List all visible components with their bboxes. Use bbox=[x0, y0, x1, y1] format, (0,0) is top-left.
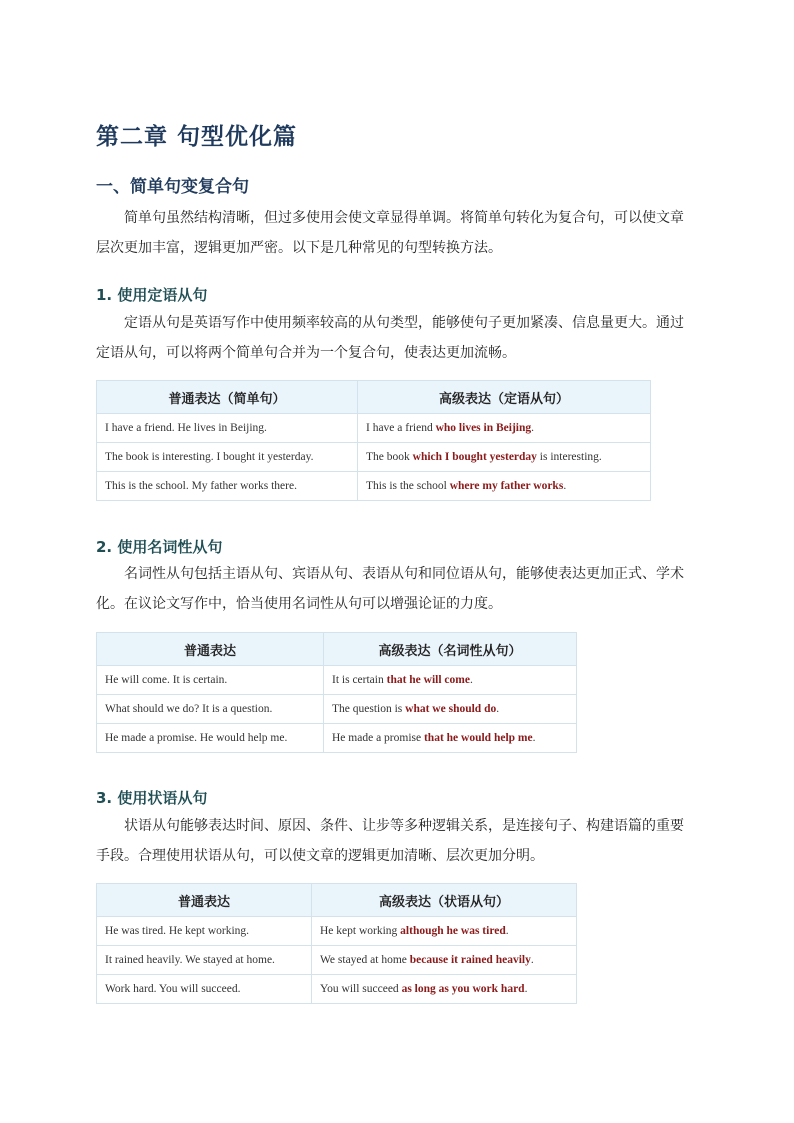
comparison-table-adverbial bbox=[96, 883, 577, 1004]
plain-expression: This is the school. My father works there. bbox=[97, 472, 358, 501]
table-header: 普通表达 bbox=[97, 633, 324, 666]
highlighted-clause: as long as you work hard bbox=[401, 983, 525, 995]
table-row bbox=[97, 666, 577, 695]
advanced-expression: I have a friend who lives in Beijing. bbox=[358, 414, 651, 443]
plain-expression: He will come. It is certain. bbox=[97, 666, 324, 695]
advanced-expression: The book which I bought yesterday is interesting. bbox=[358, 443, 651, 472]
subsection-heading-attributive: 1. 使用定语从句 bbox=[96, 286, 208, 304]
table-header: 高级表达（状语从句） bbox=[312, 884, 577, 917]
table-header: 普通表达（简单句） bbox=[97, 381, 358, 414]
table-row bbox=[97, 695, 577, 724]
table-row bbox=[97, 724, 577, 753]
section-title: 一、简单句变复合句 bbox=[96, 177, 249, 197]
plain-expression: I have a friend. He lives in Beijing. bbox=[97, 414, 358, 443]
plain-expression: What should we do? It is a question. bbox=[97, 695, 324, 724]
subsection-paragraph-attributive: 定语从句是英语写作中使用频率较高的从句类型，能够使句子更加紧凑、信息量更大。通过定语从句，可以将两个简单句合并为一个复合句，使表达更加流畅。 bbox=[96, 315, 684, 361]
table-row bbox=[97, 414, 651, 443]
subsection-heading-nominal: 2. 使用名词性从句 bbox=[96, 538, 223, 556]
highlighted-clause: that he would help me bbox=[423, 732, 533, 744]
table-row bbox=[97, 917, 577, 946]
plain-expression: It rained heavily. We stayed at home. bbox=[97, 946, 312, 975]
chapter-title: 第二章 句型优化篇 bbox=[96, 124, 298, 150]
table-row bbox=[97, 443, 651, 472]
table-header: 高级表达（名词性从句） bbox=[324, 633, 577, 666]
advanced-expression: We stayed at home because it rained heavily. bbox=[312, 946, 577, 975]
highlighted-clause: that he will come bbox=[386, 674, 470, 686]
advanced-expression: You will succeed as long as you work hard. bbox=[312, 975, 577, 1004]
plain-expression: Work hard. You will succeed. bbox=[97, 975, 312, 1004]
table-header: 普通表达 bbox=[97, 884, 312, 917]
highlighted-clause: although he was tired bbox=[400, 925, 506, 937]
table-row bbox=[97, 946, 577, 975]
subsection-paragraph-adverbial: 状语从句能够表达时间、原因、条件、让步等多种逻辑关系，是连接句子、构建语篇的重要手段。合理使用状语从句，可以使文章的逻辑更加清晰、层次更加分明。 bbox=[96, 818, 684, 864]
plain-expression: He was tired. He kept working. bbox=[97, 917, 312, 946]
table-row bbox=[97, 472, 651, 501]
comparison-table-attributive bbox=[96, 380, 651, 501]
advanced-expression: He kept working although he was tired. bbox=[312, 917, 577, 946]
plain-expression: The book is interesting. I bought it yesterday. bbox=[97, 443, 358, 472]
advanced-expression: This is the school where my father works. bbox=[358, 472, 651, 501]
advanced-expression: The question is what we should do. bbox=[324, 695, 577, 724]
highlighted-clause: where my father works bbox=[449, 480, 564, 492]
advanced-expression: He made a promise that he would help me. bbox=[324, 724, 577, 753]
plain-expression: He made a promise. He would help me. bbox=[97, 724, 324, 753]
table-row bbox=[97, 975, 577, 1004]
intro-paragraph: 简单句虽然结构清晰，但过多使用会使文章显得单调。将简单句转化为复合句，可以使文章层次更加丰富，逻辑更加严密。以下是几种常见的句型转换方法。 bbox=[96, 210, 684, 256]
table-header: 高级表达（定语从句） bbox=[358, 381, 651, 414]
highlighted-clause: who lives in Beijing bbox=[435, 422, 532, 434]
highlighted-clause: what we should do bbox=[405, 703, 497, 715]
comparison-table-nominal bbox=[96, 632, 577, 753]
subsection-heading-adverbial: 3. 使用状语从句 bbox=[96, 789, 208, 807]
highlighted-clause: which I bought yesterday bbox=[412, 451, 537, 463]
subsection-paragraph-nominal: 名词性从句包括主语从句、宾语从句、表语从句和同位语从句，能够使表达更加正式、学术化。在议论文写作中，恰当使用名词性从句可以增强论证的力度。 bbox=[96, 566, 684, 612]
highlighted-clause: because it rained heavily bbox=[409, 954, 531, 966]
advanced-expression: It is certain that he will come. bbox=[324, 666, 577, 695]
